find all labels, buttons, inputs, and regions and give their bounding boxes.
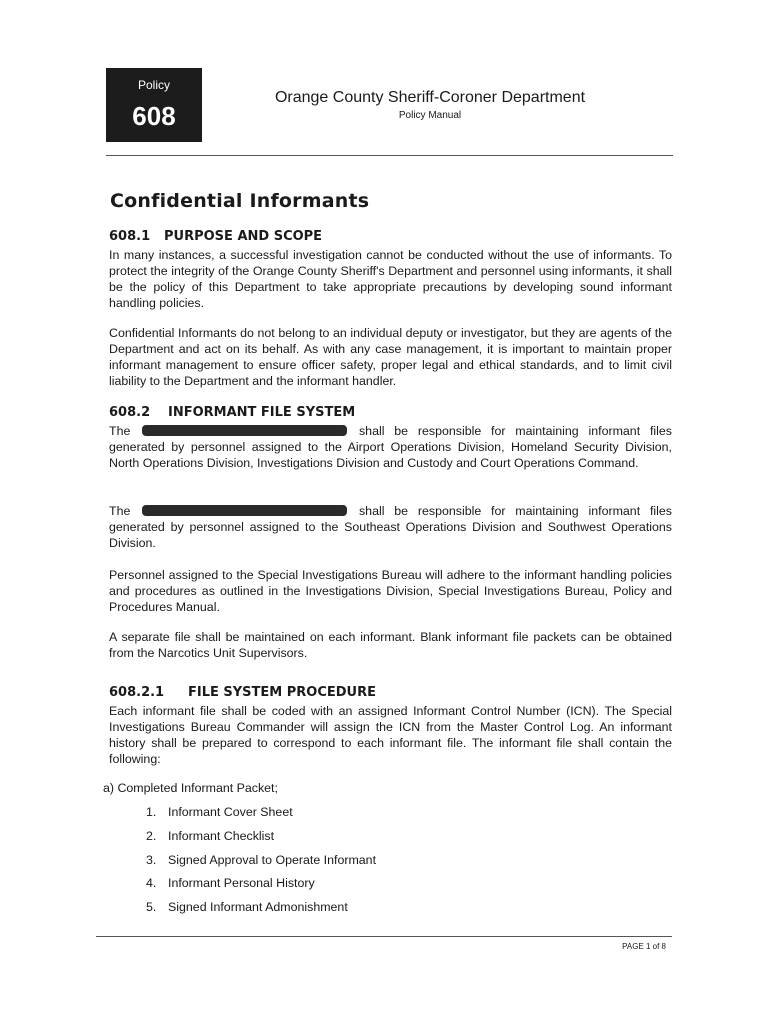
header-divider [106, 155, 673, 156]
list-item-text: Informant Cover Sheet [168, 805, 293, 819]
policy-label: Policy [137, 78, 170, 92]
paragraph-body: shall be responsible for maintaining informant files generated by personnel assigned to the Airport Operations Division, Homeland Security Division, North Operations Division, Investigations Division and Custody and Court Operations Command. [109, 424, 672, 470]
list-item-text: Signed Approval to Operate Informant [168, 853, 377, 867]
footer-divider [96, 936, 672, 937]
paragraph-lead: The [109, 424, 131, 438]
page-number: PAGE 1 of 8 [622, 942, 666, 951]
redaction-bar [142, 505, 347, 516]
list-item-number: 5. [146, 900, 157, 914]
list-item [146, 900, 348, 914]
list-item-text: Informant Personal History [168, 876, 315, 890]
list-item-number: 4. [146, 876, 157, 890]
paragraph-body: shall be responsible for maintaining informant files generated by personnel assigned to the Southeast Operations Division and Southwest Operations Division. [109, 504, 672, 550]
paragraph: Each informant file shall be coded with an assigned Informant Control Number (ICN). The Special Investigations Bureau Commander will assign the ICN from the Master Control Log. An informant history shall be prepared to correspond to each informant file. The informant file shall contain the following: [109, 704, 672, 766]
section-title: PURPOSE AND SCOPE [164, 229, 323, 244]
list-item-text: Informant Checklist [168, 829, 275, 843]
paragraph [109, 503, 672, 551]
paragraph: Personnel assigned to the Special Investigations Bureau will adhere to the informant handling policies and procedures as outlined in the Investigations Division, Special Investigations Bureau, Policy and Procedures Manual. [109, 568, 672, 614]
redaction-bar [142, 425, 347, 436]
paragraph [109, 423, 672, 471]
list-item [146, 805, 293, 819]
organization-name: Orange County Sheriff-Coroner Department [274, 89, 586, 106]
page-title: Confidential Informants [110, 190, 370, 212]
manual-name: Policy Manual [398, 110, 462, 121]
list-item-number: 3. [146, 853, 157, 867]
policy-number: 608 [132, 101, 176, 131]
list-item-text: Signed Informant Admonishment [168, 900, 348, 914]
section-number: 608.2 [109, 405, 151, 420]
list-item [146, 876, 315, 890]
section-heading-608-2-1 [109, 685, 376, 700]
section-title: INFORMANT FILE SYSTEM [168, 405, 356, 420]
section-number: 608.1 [109, 229, 151, 244]
section-heading-608-2 [109, 405, 355, 420]
section-title: FILE SYSTEM PROCEDURE [188, 685, 377, 700]
policy-number-badge [106, 68, 202, 142]
paragraph: Confidential Informants do not belong to an individual deputy or investigator, but they are agents of the Department and act on its behalf. As with any case management, it is important to maintain proper informant management to ensure officer safety, proper legal and ethical standards, and to limit civil liability to the Department and the informant handler. [109, 326, 672, 388]
list-item [146, 853, 376, 867]
section-heading-608-1 [109, 229, 322, 244]
paragraph-lead: The [109, 504, 131, 518]
list-heading: a) Completed Informant Packet; [103, 781, 278, 795]
section-number: 608.2.1 [109, 685, 165, 700]
paragraph: A separate file shall be maintained on each informant. Blank informant file packets can be obtained from the Narcotics Unit Supervisors. [109, 630, 672, 660]
paragraph: In many instances, a successful investigation cannot be conducted without the use of informants. To protect the integrity of the Orange County Sheriff's Department and personnel using informants, it shall be the policy of this Department to take appropriate precautions by developing sound informant handling policies. [109, 248, 672, 310]
list-item-number: 1. [146, 805, 157, 819]
list-item [146, 829, 274, 843]
list-item-number: 2. [146, 829, 157, 843]
